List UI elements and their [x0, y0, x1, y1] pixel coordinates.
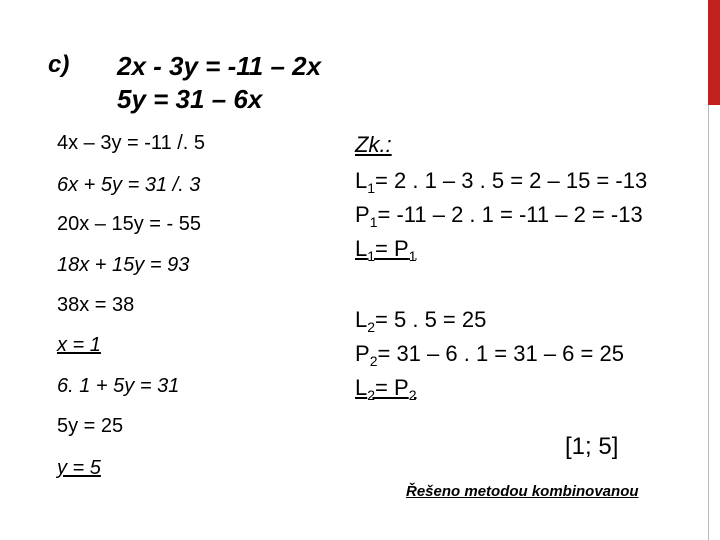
step-x-result: x = 1 [57, 334, 101, 356]
step-8: 5y = 25 [57, 415, 124, 437]
equation-1: 2x - 3y = -11 – 2x [117, 51, 322, 81]
step-7: 6. 1 + 5y = 31 [57, 375, 180, 397]
method-note: Řešeno metodou kombinovanou [406, 483, 639, 500]
equation-2: 5y = 31 – 6x [117, 84, 263, 114]
exercise-label: c) [48, 51, 70, 78]
check-p2: $P_2= 31 - 6$ . 1 = 31 – 6 = 25 [355, 341, 624, 369]
check-l2: $L_2= 5$ . 5 = 25 [355, 307, 487, 335]
step-2: 6x + 5y = 31 /. 3 [57, 174, 201, 196]
check-l1: $L_1= 2$ . 1 – 3 . 5 = 2 – 15 = -13 [355, 168, 648, 196]
accent-bar [708, 0, 720, 105]
step-1: 4x – 3y = -11 /. 5 [57, 132, 206, 154]
check-equality-1: $L_1= P_1$ [355, 236, 417, 264]
check-p1: $P_1= -11 - 2$ . 1 = -11 – 2 = -13 [355, 202, 643, 230]
check-equality-2: $L_2= P_2$ [355, 375, 417, 403]
step-4: 18x + 15y = 93 [57, 254, 190, 276]
step-y-result: y = 5 [57, 457, 101, 479]
solution-result: [1; 5] [565, 433, 619, 460]
step-3: 20x – 15y = - 55 [57, 213, 201, 235]
check-heading: Zk.: [355, 132, 392, 157]
accent-divider-line [708, 105, 709, 540]
step-5: 38x = 38 [57, 294, 135, 316]
